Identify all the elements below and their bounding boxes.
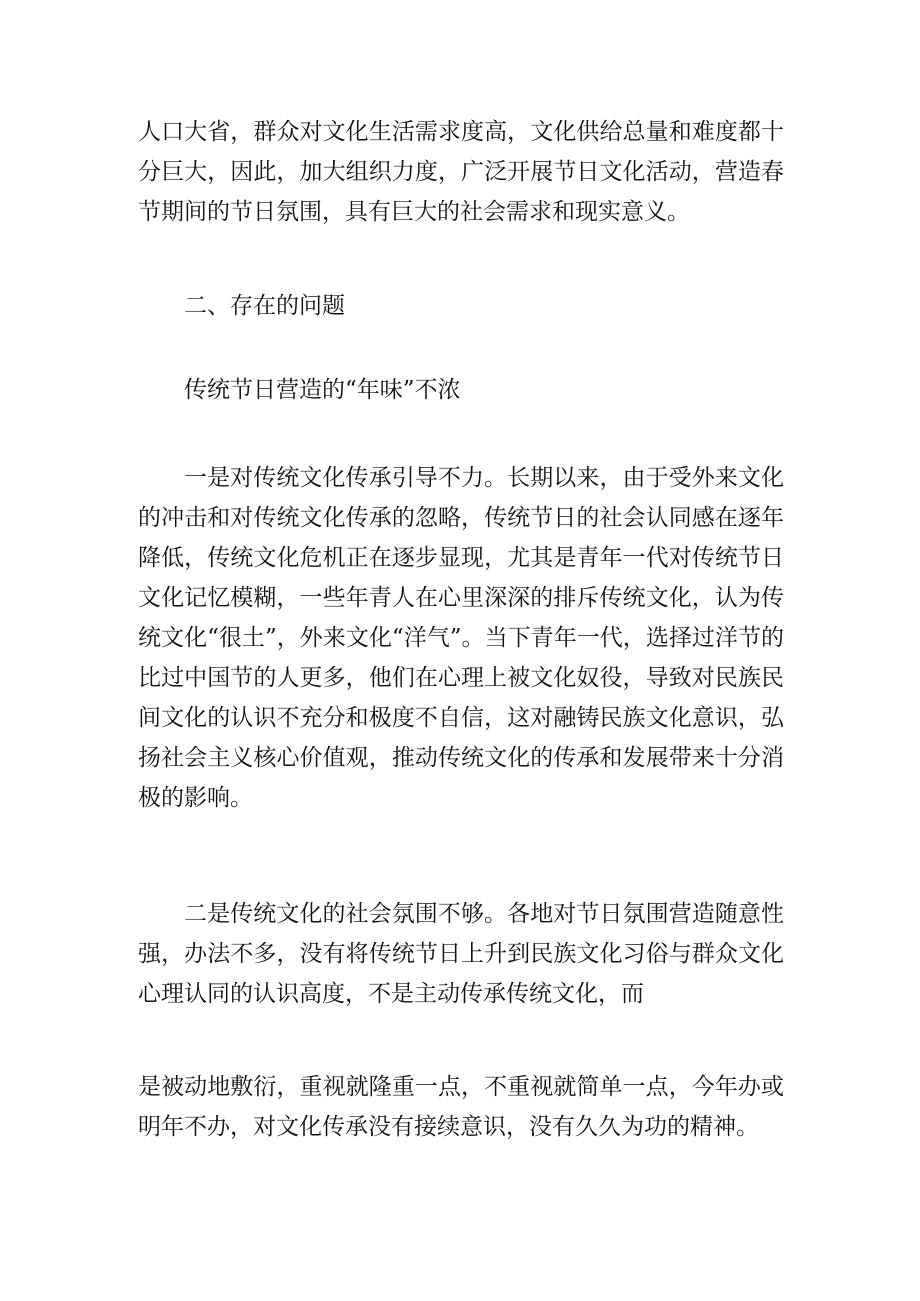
intro-paragraph: 人口大省，群众对文化生活需求度高，文化供给总量和难度都十分巨大，因此，加大组织力度，广泛开展节日文化活动，营造春节期间的节日氛围，具有巨大的社会需求和现实意义。 [138, 119, 784, 225]
paragraph-two-continued: 是被动地敷衍，重视就隆重一点，不重视就简单一点，今年办或明年不办，对文化传承没有接续意识，没有久久为功的精神。 [138, 1074, 784, 1140]
section-heading: 二、存在的问题 [184, 293, 345, 319]
paragraph-two: 二是传统文化的社会氛围不够。各地对节日氛围营造随意性强，办法不多，没有将传统节日上升到民族文化习俗与群众文化心理认同的认识高度，不是主动传承传统文化，而 [138, 901, 784, 1007]
paragraph-one: 一是对传统文化传承引导不力。长期以来，由于受外来文化的冲击和对传统文化传承的忽略，传统节日的社会认同感在逐年降低，传统文化危机正在逐步显现，尤其是青年一代对传统节日文化记忆模糊，一些年青人在心里深深的排斥传统文化，认为传统文化“很土”，外来文化“洋气”。当下青年一代，选择过洋节的比过中国节的人更多，他们在心理上被文化奴役，导致对民族民间文化的认识不充分和极度不自信，这对融铸民族文化意识，弘扬社会主义核心价值观，推动传统文化的传承和发展带来十分消极的影响。 [138, 465, 784, 811]
subheading: 传统节日营造的“年味”不浓 [184, 377, 461, 403]
